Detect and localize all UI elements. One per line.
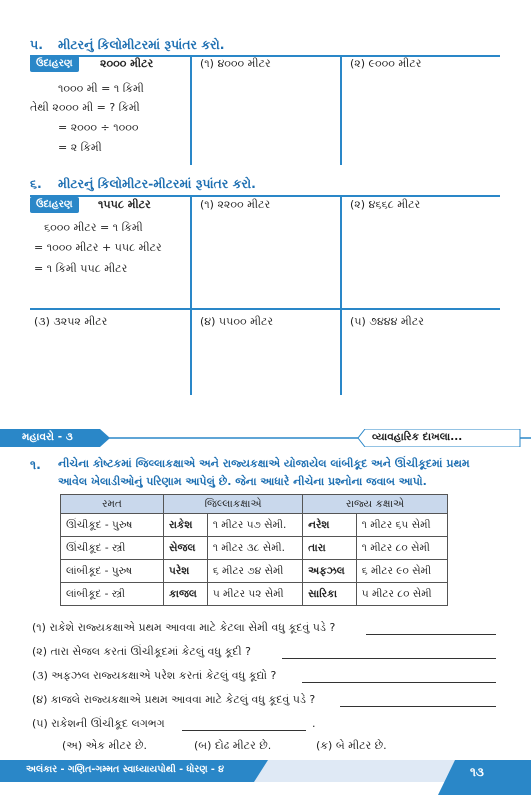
answer-line-4[interactable] <box>340 706 496 707</box>
question-3: (૩) અફઝલ રાજ્યકક્ષાએ પરેશ કરતાં કેટલું વધુ કૂદ્યો ? <box>32 669 277 682</box>
table-row <box>61 583 448 606</box>
q6-divider-1 <box>190 195 192 395</box>
footer-bar <box>0 760 531 795</box>
cell-district-name: કાજલ <box>164 583 208 606</box>
q5-working-1: ૧૦૦૦ મી = ૧ કિમી <box>58 82 144 95</box>
q5-working-2: તેથી ૨૦૦૦ મી = ? કિમી <box>30 101 140 114</box>
q6-working-3: = ૧ કિમી ૫૫૮ મીટર <box>34 262 128 275</box>
practice-label: મહાવરો - ૩ <box>22 431 73 443</box>
cell-state-result: ૧ મીટર ૮૦ સેમી <box>356 537 447 560</box>
q5-example-badge: ઉદાહરણ <box>30 56 79 72</box>
q5-divider-2 <box>340 55 342 165</box>
cell-game: લાંબીકૂદ - સ્ત્રી <box>61 583 164 606</box>
question-1: (૧) રાકેશે રાજ્યકક્ષાએ પ્રથમ આવવા માટે કેટલા સેમી વધુ કૂદવું પડે ? <box>32 621 336 634</box>
table-row <box>61 514 448 537</box>
q5-divider-1 <box>190 55 192 165</box>
q6-item-2: (૨) ૪૬૬૮ મીટર <box>350 198 421 211</box>
q6-item-4: (૪) ૫૫૦૦ મીટર <box>200 315 274 328</box>
table-row <box>61 537 448 560</box>
cell-district-name: રાકેશ <box>164 514 208 537</box>
cell-state-result: ૫ મીટર ૮૦ સેમી <box>356 583 447 606</box>
q6-example-value: ૧૫૫૮ મીટર <box>98 198 151 211</box>
q5-title: મીટરનું કિલોમીટરમાં રૂપાંતર કરો. <box>58 37 225 52</box>
cell-state-name: સારિકા <box>303 583 357 606</box>
answer-line-3[interactable] <box>302 682 496 683</box>
answer-line-1[interactable] <box>366 634 496 635</box>
cell-district-name: સેજલ <box>164 537 208 560</box>
header-state: રાજ્ય કક્ષાએ <box>303 495 448 514</box>
q6-divider-2 <box>340 195 342 395</box>
q6-mid-rule <box>30 308 500 310</box>
q6-title: મીટરનું કિલોમીટર-મીટરમાં રૂપાંતર કરો. <box>58 176 256 191</box>
cell-game: લાંબીકૂદ - પુરુષ <box>61 560 164 583</box>
answer-line-2[interactable] <box>282 658 496 659</box>
cell-state-name: તારા <box>303 537 357 560</box>
q6-working-2: = ૧૦૦૦ મીટર + ૫૫૮ મીટર <box>34 241 162 254</box>
q1-text-line1: નીચેના કોષ્ટકમાં જિલ્લાકક્ષાએ અને રાજ્યકક્ષાએ યોજાયેલ લાંબીકૂદ અને ઊંચીકૂદમાં પ્રથમ <box>58 457 470 470</box>
cell-district-name: પરેશ <box>164 560 208 583</box>
question-2: (૨) તારા સેજલ કરતાં ઊંચીકૂદમાં કેટલું વધુ કૂદી ? <box>32 645 251 658</box>
table-row <box>61 560 448 583</box>
header-game: રમત <box>61 495 164 514</box>
results-table <box>60 494 448 606</box>
practice-banner <box>0 429 531 447</box>
q6-number: ૬. <box>30 176 42 191</box>
q6-item-3: (૩) ૩૨૫૨ મીટર <box>34 315 108 328</box>
option-b[interactable]: (બ) દોઢ મીટર છે. <box>194 739 272 752</box>
q6-top-rule <box>30 195 500 197</box>
cell-state-name: અફઝલ <box>303 560 357 583</box>
option-c[interactable]: (ક) બે મીટર છે. <box>316 739 387 752</box>
cell-game: ઊંચીકૂદ - સ્ત્રી <box>61 537 164 560</box>
cell-state-name: નરેશ <box>303 514 357 537</box>
q5-working-4: = ૨ કિમી <box>58 141 102 154</box>
q6-working-1: ૬૦૦૦ મીટર = ૧ કિમી <box>44 221 143 234</box>
question-4: (૪) કાજલે રાજ્યકક્ષાએ પ્રથમ આવવા માટે કેટલું વધુ કૂદવું પડે ? <box>32 693 316 706</box>
q5-item-2: (૨) ૯૦૦૦ મીટર <box>350 57 422 70</box>
question-5-end: . <box>312 717 316 730</box>
answer-line-5[interactable] <box>182 730 306 731</box>
page-number: ૧૩ <box>470 765 484 779</box>
cell-district-result: ૫ મીટર ૫૨ સેમી <box>207 583 302 606</box>
q5-number: ૫. <box>30 37 43 52</box>
cell-district-result: ૧ મીટર ૩૮ સેમી. <box>207 537 302 560</box>
cell-district-result: ૬ મીટર ૭૪ સેમી <box>207 560 302 583</box>
q5-working-3: = ૨૦૦૦ ÷ ૧૦૦૦ <box>58 121 139 134</box>
q1-text-line2: આવેલ ખેલાડીઓનું પરિણામ આપેલું છે. જેના આધારે નીચેના પ્રશ્નોના જવાબ આપો. <box>58 475 427 488</box>
practice-right-label: વ્યાવહારિક દાખલા... <box>372 431 463 443</box>
footer-text: અલંકાર - ગણિત-ગમ્મત સ્વાધ્યાયપોથી - ધોરણ - ૪ <box>26 764 225 775</box>
header-district: જિલ્લાકક્ષાએ <box>164 495 303 514</box>
q6-item-5: (૫) ૭૪૪૪ મીટર <box>350 315 424 328</box>
cell-state-result: ૬ મીટર ૯૦ સેમી <box>356 560 447 583</box>
q6-example-badge: ઉદાહરણ <box>30 197 79 213</box>
q1-number: ૧. <box>30 457 41 472</box>
q5-item-1: (૧) ૪૦૦૦ મીટર <box>200 57 271 70</box>
question-5: (૫) રાકેશની ઊંચીકૂદ લગભગ <box>32 717 165 730</box>
cell-game: ઊંચીકૂદ - પુરુષ <box>61 514 164 537</box>
cell-district-result: ૧ મીટર ૫૭ સેમી. <box>207 514 302 537</box>
table-header-row <box>61 495 448 514</box>
q5-example-value: ૨૦૦૦ મીટર <box>100 57 154 70</box>
cell-state-result: ૧ મીટર ૬૫ સેમી <box>356 514 447 537</box>
q6-item-1: (૧) ૨૨૦૦ મીટર <box>200 198 271 211</box>
option-a[interactable]: (અ) એક મીટર છે. <box>62 739 148 752</box>
